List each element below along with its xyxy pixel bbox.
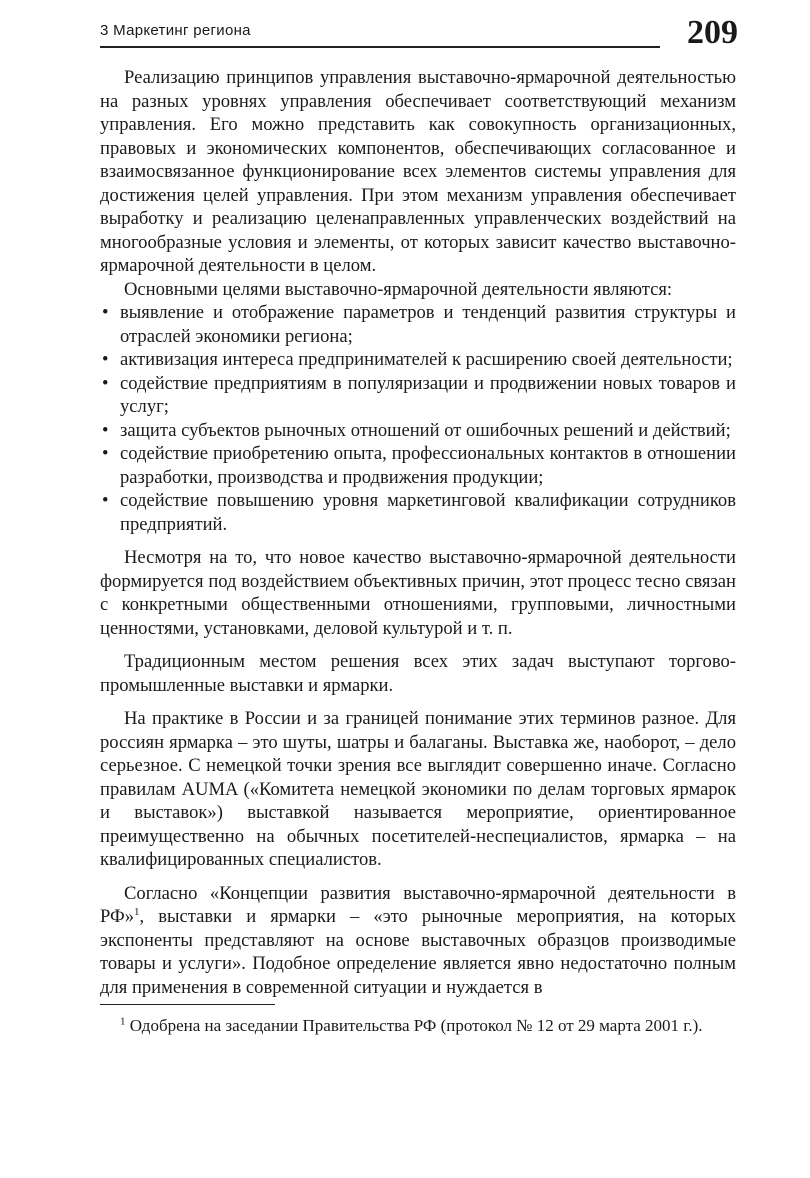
bullet-icon: • (102, 419, 109, 441)
list-item: • активизация интереса предпринимателей к расширению своей деятельности; (102, 349, 733, 370)
footnote-reference: 1 (134, 905, 140, 918)
footnote-rule (100, 1004, 275, 1005)
paragraph-traditional-place: Традиционным местом решения всех этих задач выступают торгово-промышленные выставки и ярмарки. (100, 651, 736, 696)
footnote-mark: 1 (120, 1015, 126, 1028)
footnote (100, 1015, 736, 1037)
running-head: 3 Маркетинг региона (100, 22, 251, 39)
paragraph-concept: Согласно «Концепции развития выставочно-ярмарочной деятельности в РФ»$^1$, выставки и ярмарки – «это рыночные мероприятия, на которых экспоненты представляют на основе выставочных образцов производимые товары и услуги». Подобное определение является явно недостаточно полным для применения в современной ситуации и нуждается в (100, 882, 736, 998)
paragraph-practice: На практике в России и за границей понимание этих терминов разное. Для россиян ярмарка – это шуты, шатры и балаганы. Выставка же, наоборот, – дело серьезное. С немецкой точки зрения все выглядит совершенно иначе. Согласно правилам AUMA («Комитета немецкой экономики по делам торговых ярмарок и выставок») выставкой называется мероприятие, ориентированное преимущественно на обычных посетителей-неспециалистов, ярмарка – на квалифицированных специалистов. (100, 708, 736, 870)
body-text (100, 66, 736, 999)
bullet-icon: • (102, 372, 109, 394)
list-item: • содействие предприятиям в популяризации и продвижении новых товаров и услуг; (102, 372, 736, 417)
bullet-icon: • (102, 349, 109, 370)
list-item: • выявление и отображение параметров и тенденций развития структуры и отраслей экономики региона; (102, 302, 736, 347)
goals-list (100, 301, 736, 536)
bullet-icon: • (102, 490, 109, 511)
paragraph-mechanism: Реализацию принципов управления выставочно-ярмарочной деятельностью на разных уровнях управления обеспечивает соответствующий механизм управления. Его можно представить как совокупность организационных, правовых и экономических компонентов, обеспечивающих согласованное и взаимосвязанное функционирование всех элементов системы управления для достижения целей управления. При этом механизм управления обеспечивает выработку и реализацию целенаправленных управленческих воздействий на многообразные условия и элементы, от которых зависит качество выставочно-ярмарочной деятельности в целом. (100, 67, 736, 276)
header-rule (100, 46, 660, 48)
list-item: • содействие повышению уровня маркетинговой квалификации сотрудников предприятий. (102, 490, 736, 535)
bullet-icon: • (102, 443, 109, 464)
paragraph-new-quality: Несмотря на то, что новое качество выставочно-ярмарочной деятельности формируется под воздействием объективных причин, этот процесс тесно связан с конкретными общественными отношениями, групповыми, личностными ценностями, установками, деловой культурой и т. п. (100, 547, 736, 639)
bullet-icon: • (102, 302, 109, 323)
paragraph-goals-intro: Основными целями выставочно-ярмарочной деятельности являются: (124, 278, 673, 300)
list-item: • содействие приобретению опыта, профессиональных контактов в отношении разработки, производства и продвижения продукции; (102, 443, 736, 488)
footnote-text: Одобрена на заседании Правительства РФ (протокол № 12 от 29 марта 2001 г.). (125, 1016, 703, 1035)
list-item: • защита субъектов рыночных отношений от ошибочных решений и действий; (102, 419, 731, 441)
page-number: 209 (687, 14, 738, 51)
